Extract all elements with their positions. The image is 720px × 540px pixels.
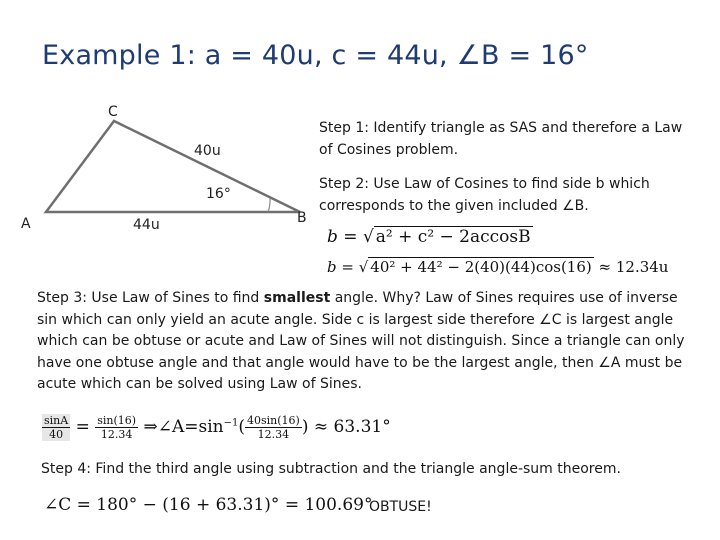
step-3-post: angle. Why? Law of Sines requires use of inverse sin which can only yield an acute angle. Side c is largest side therefore ∠C is largest angle which can be obtuse or acute and Law of Sines will not distinguish. Since a triangle can only have one obtuse angle and that angle would have to be the largest angle, then ∠A must be acute which can be solved using Law of Sines. [37,290,685,392]
equation-law-of-cosines: b = √ a² + c² − 2accosB [327,227,531,247]
side-a-label: 40u [194,143,221,159]
step-2-text: Step 2: Use Law of Cosines to find side b which corresponds to the given included ∠B. [319,176,650,214]
implies-arrow-icon: ⇒ [143,417,158,437]
equation-side-b: b = √ 40² + 44² − 2(40)(44)cos(16) ≈ 12.34u [327,258,669,276]
eq3-num2: sin(16) [97,414,137,427]
vertex-b-label: B [297,210,307,226]
step-3-bold: smallest [263,290,331,306]
triangle-shape [46,121,300,212]
eq3-inverse: −1 [223,417,239,429]
obtuse-label: OBTUSE! [369,499,432,515]
eq3-mid: ∠A=sin [157,417,224,437]
eq2-radicand: 40² + 44² − 2(40)(44)cos(16) [370,258,592,276]
side-c-label: 44u [133,217,160,233]
equation-law-of-sines: $\frac{\sin A}{40}$ = $\frac{\sin(16)}{12.34}$ $\Rightarrow\angle A=\sin^{-1}$( $\frac{40\sin(16)}{12.34}$ ) ≈ 63.31° [44,414,391,441]
radical-icon: √ [358,258,369,276]
eq3-fraction-2 [95,414,138,441]
eq1-lhs: b [327,227,338,247]
eq3-fraction-1 [42,414,70,441]
vertex-c-label: C [108,104,118,120]
step-3-pre: Step 3: Use Law of Sines to find [37,290,264,306]
angle-b-label: 16° [206,186,231,202]
eq3-num3: 40sin(16) [247,414,300,427]
slide-title: Example 1: a = 40u, c = 44u, ∠B = 16° [42,40,589,71]
step-4-text: Step 4: Find the third angle using subtraction and the triangle angle-sum theorem. [41,461,621,477]
eq1-radicand: a² + c² − 2accosB [375,227,531,247]
eq3-fraction-3 [245,414,302,441]
eq3-den3: 12.34 [257,428,290,441]
eq3-den2: 12.34 [100,428,133,441]
angle-b-arc [268,198,270,212]
step-3-text [37,288,697,396]
equation-angle-c: ∠C = 180° − (16 + 63.31)° = 100.69° [44,495,373,515]
vertex-a-label: A [21,216,31,232]
eq3-result: ≈ 63.31° [313,417,391,437]
eq3-num1: sinA [44,414,69,427]
radical-icon: √ [362,227,374,247]
eq2-lhs: b [327,258,337,276]
step-1-text: Step 1: Identify triangle as SAS and therefore a Law of Cosines problem. [319,120,683,158]
eq2-result: ≈ 12.34u [598,258,669,276]
eq3-den1: 40 [49,428,64,441]
